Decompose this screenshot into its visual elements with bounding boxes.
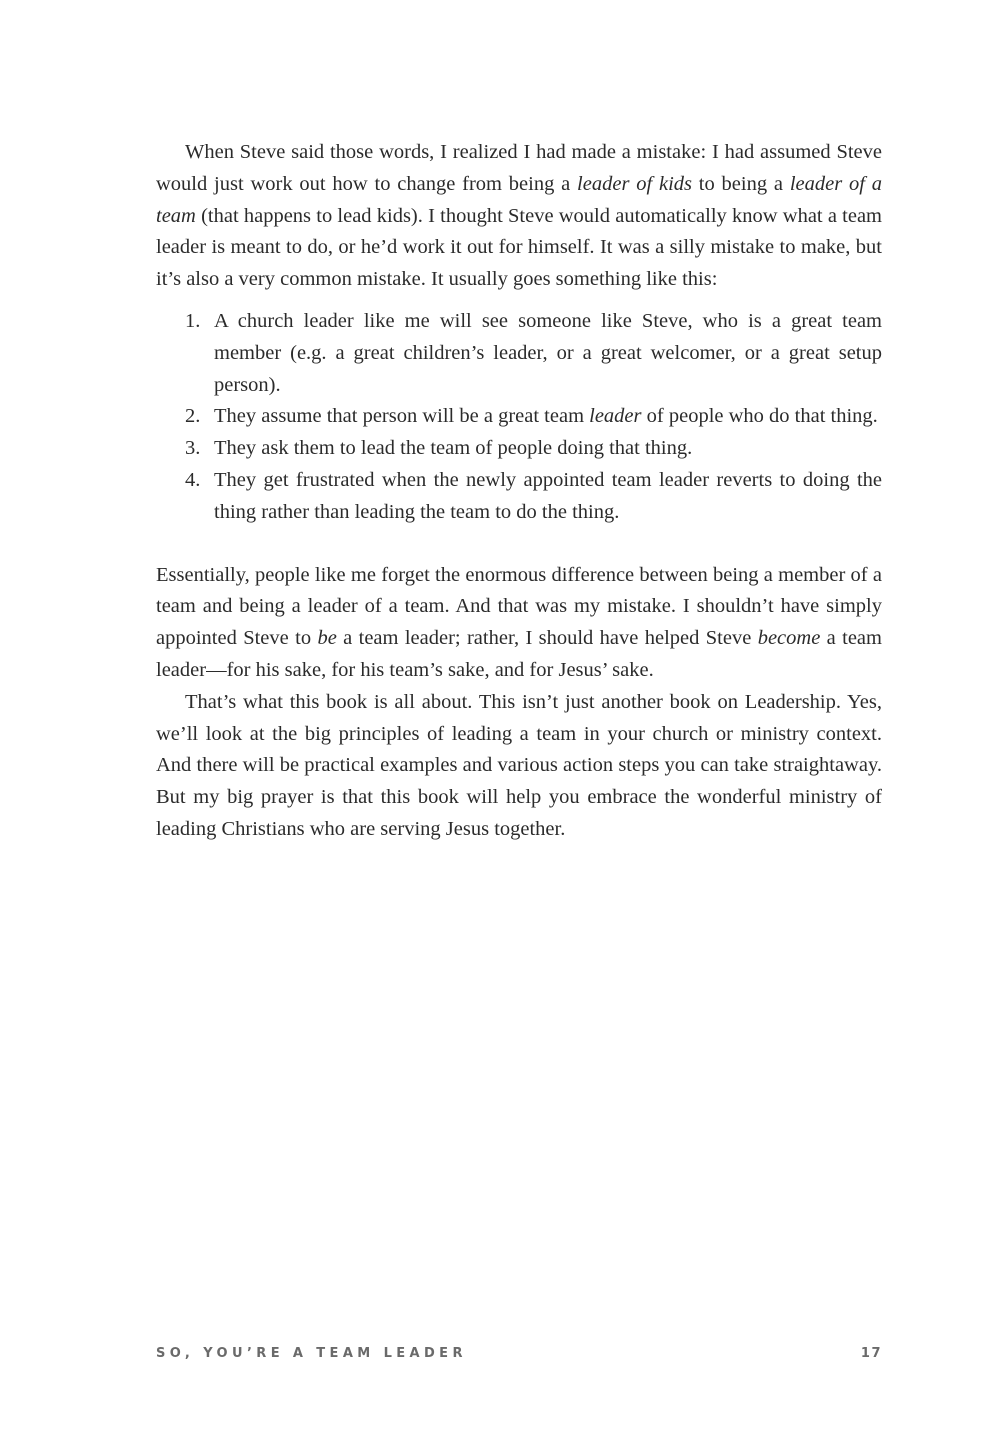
italic-run: leader of a team: [156, 172, 882, 227]
italic-run: be: [317, 627, 337, 650]
list-number: 4.: [185, 468, 201, 491]
text-run: When Steve said those words, I realized I had made a mistake: I had assumed Steve would just work out how to change from being a: [156, 141, 882, 195]
italic-run: become: [757, 627, 821, 650]
text-run: (that happens to lead kids). I thought Steve would automatically know what a team leader is meant to do, or he’d work it out for himself. It was a silly mistake to make, but it’s also a very common mistake. It usually goes something like this:: [156, 204, 882, 291]
list-number: 3.: [185, 437, 201, 460]
page-number: 17: [860, 1346, 882, 1361]
paragraph-2: [156, 560, 882, 687]
italic-run: leader of kids: [577, 172, 692, 195]
list-item-text: A church leader like me will see someone like Steve, who is a great team member (e.g. a great children’s leader, or a great welcomer, or a great setup person).: [214, 309, 882, 396]
text-run: a team leader; rather, I should have helped Steve: [336, 627, 758, 650]
paragraph-3: That’s what this book is all about. This isn’t just another book on Leadership. Yes, we’ll look at the big principles of leading a team in your church or ministry context. And there will be practical examples and various action steps you can take straightaway. But my big prayer is that this book will help you embrace the wonderful ministry of leading Christians who are serving Jesus together.: [156, 690, 882, 840]
list-item: [156, 433, 882, 465]
page-body: [156, 137, 882, 846]
list-item: [156, 465, 882, 529]
list-number: 2.: [185, 405, 201, 428]
italic-run: leader: [589, 405, 642, 428]
text-run: Essentially, people like me forget the enormous difference between being a member of a team and being a leader of a team. And that was my mistake. I shouldn’t have simply appointed Steve to: [156, 563, 882, 650]
list-item-text: of people who do that thing.: [641, 405, 878, 428]
list-item-text: They get frustrated when the newly appointed team leader reverts to doing the thing rather than leading the team to do the thing.: [214, 468, 882, 523]
text-run: a team leader—for his sake, for his team’s sake, and for Jesus’ sake.: [156, 627, 882, 681]
list-item-text: They assume that person will be a great team: [214, 405, 590, 428]
numbered-list: [156, 306, 882, 529]
page-footer: [156, 1346, 882, 1361]
running-title: SO, YOU’RE A TEAM LEADER: [156, 1346, 467, 1361]
list-number: 1.: [185, 309, 201, 332]
list-item: [156, 306, 882, 401]
list-item: [156, 401, 882, 433]
paragraph-1: [156, 137, 882, 296]
text-run: to being a: [692, 172, 790, 195]
list-item-text: They ask them to lead the team of people doing that thing.: [214, 437, 693, 460]
